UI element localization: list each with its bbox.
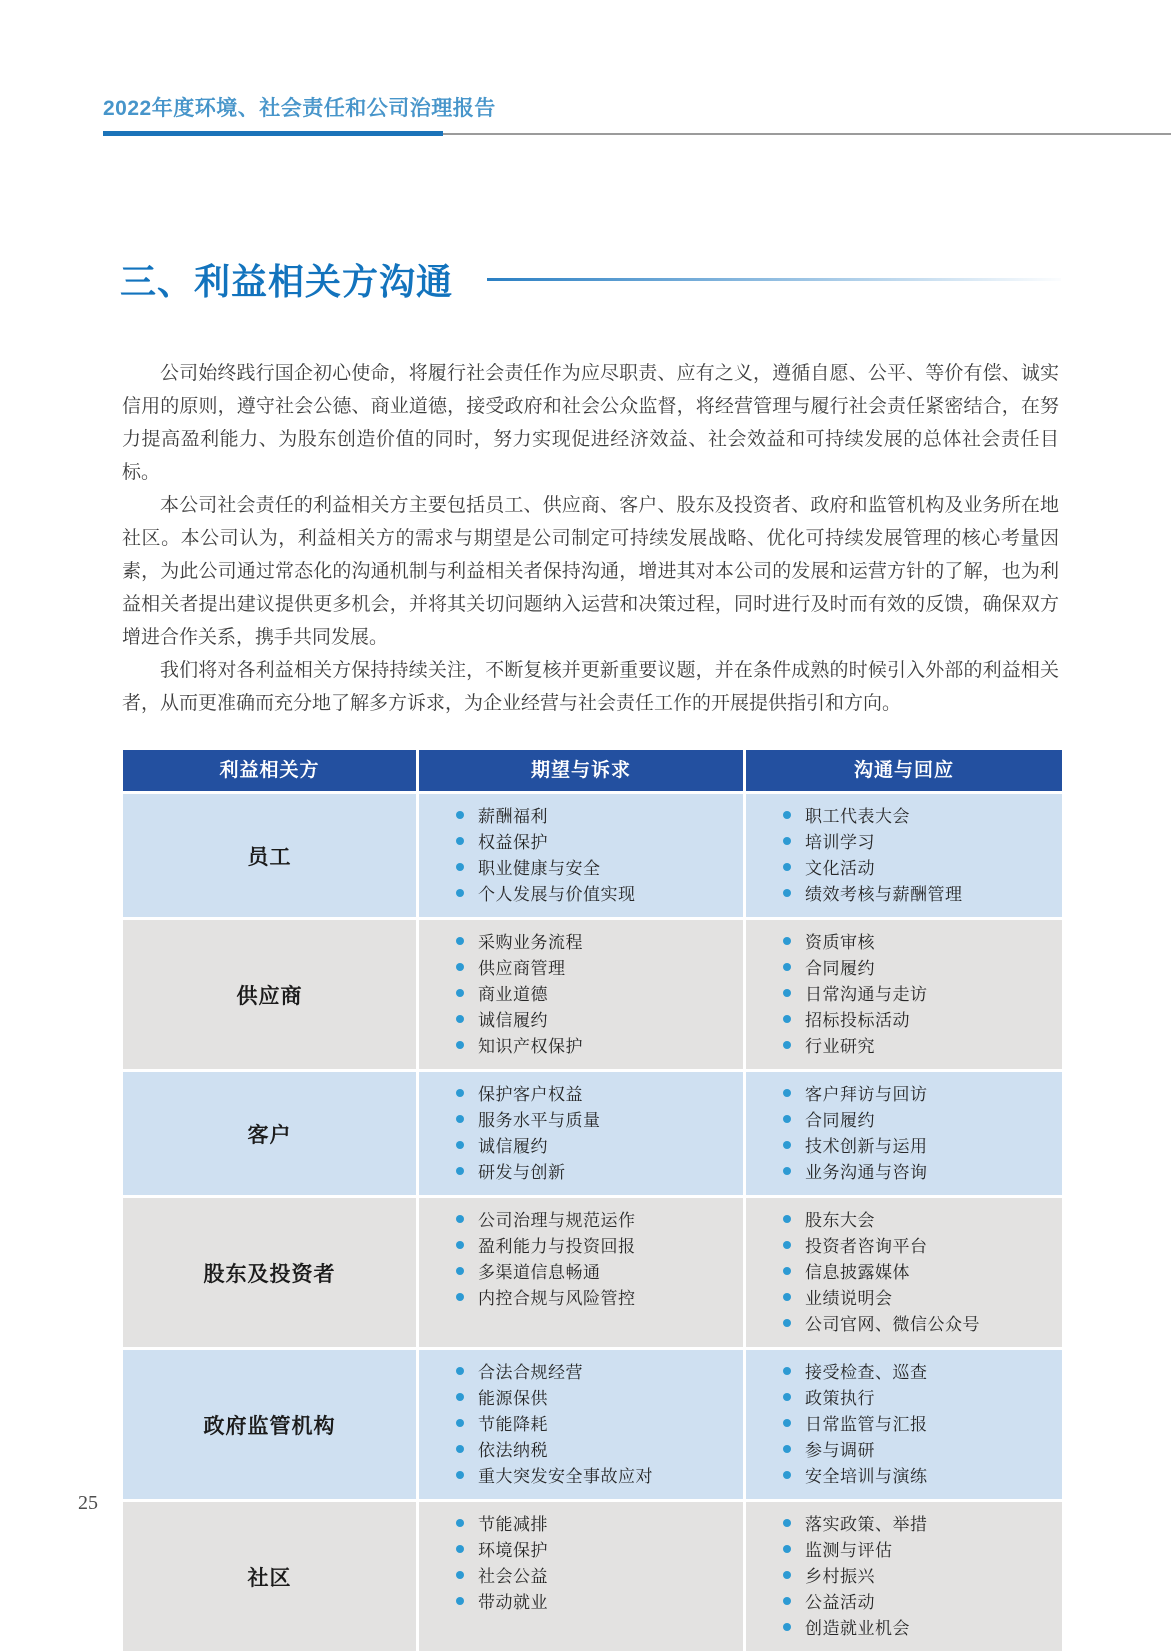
bullet-icon xyxy=(783,1545,791,1553)
list-item xyxy=(456,830,737,856)
section-heading xyxy=(120,254,1061,305)
list-item xyxy=(783,956,1056,982)
list-item xyxy=(783,1438,1056,1464)
bullet-icon xyxy=(456,1015,464,1023)
list-item-label: 技术创新与运用 xyxy=(805,1137,928,1156)
list-item xyxy=(783,1464,1056,1490)
table-row xyxy=(123,1502,1062,1651)
list-item xyxy=(456,882,737,908)
responses-list xyxy=(783,1208,1056,1338)
list-item xyxy=(456,1564,737,1590)
list-item xyxy=(783,804,1056,830)
list-item xyxy=(456,1412,737,1438)
list-item xyxy=(783,1082,1056,1108)
expectations-list xyxy=(456,1082,737,1186)
bullet-icon xyxy=(783,1141,791,1149)
list-item-label: 行业研究 xyxy=(805,1037,875,1056)
table-row xyxy=(123,1350,1062,1499)
list-item-label: 落实政策、举措 xyxy=(805,1515,928,1534)
paragraph: 公司始终践行国企初心使命，将履行社会责任作为应尽职责、应有之义，遵循自愿、公平、等价有偿、诚实信用的原则，遵守社会公德、商业道德，接受政府和社会公众监督，将经营管理与履行社会责任紧密结合，在努力提高盈利能力、为股东创造价值的同时，努力实现促进经济效益、社会效益和可持续发展的总体社会责任目标。 xyxy=(122,363,1059,483)
bullet-icon xyxy=(783,1519,791,1527)
table-header-row xyxy=(123,750,1062,791)
bullet-icon xyxy=(456,1419,464,1427)
list-item xyxy=(783,1564,1056,1590)
list-item-label: 文化活动 xyxy=(805,859,875,878)
list-item-label: 参与调研 xyxy=(805,1441,875,1460)
list-item xyxy=(783,1512,1056,1538)
responses-cell xyxy=(746,1072,1062,1195)
bullet-icon xyxy=(456,1115,464,1123)
list-item xyxy=(783,882,1056,908)
list-item xyxy=(783,1286,1056,1312)
list-item-label: 日常监管与汇报 xyxy=(805,1415,928,1434)
list-item-label: 环境保护 xyxy=(478,1541,548,1560)
list-item xyxy=(783,1108,1056,1134)
responses-list xyxy=(783,1360,1056,1490)
bullet-icon xyxy=(783,863,791,871)
list-item-label: 合同履约 xyxy=(805,959,875,978)
list-item xyxy=(783,1590,1056,1616)
list-item xyxy=(783,930,1056,956)
bullet-icon xyxy=(456,1471,464,1479)
expectations-cell xyxy=(419,1502,743,1651)
list-item xyxy=(783,1412,1056,1438)
bullet-icon xyxy=(456,1545,464,1553)
list-item xyxy=(783,1134,1056,1160)
expectations-list xyxy=(456,930,737,1060)
list-item xyxy=(783,1386,1056,1412)
stakeholder-cell: 股东及投资者 xyxy=(123,1198,416,1347)
responses-list xyxy=(783,1512,1056,1642)
list-item-label: 能源保供 xyxy=(478,1389,548,1408)
list-item-label: 服务水平与质量 xyxy=(478,1111,601,1130)
bullet-icon xyxy=(456,1445,464,1453)
bullet-icon xyxy=(783,937,791,945)
report-title: 2022年度环境、社会责任和公司治理报告 xyxy=(103,97,496,120)
section-title: 三、利益相关方沟通 xyxy=(120,261,454,302)
responses-list xyxy=(783,930,1056,1060)
bullet-icon xyxy=(783,1115,791,1123)
list-item-label: 依法纳税 xyxy=(478,1441,548,1460)
bullet-icon xyxy=(783,1623,791,1631)
list-item xyxy=(783,830,1056,856)
list-item-label: 客户拜访与回访 xyxy=(805,1085,928,1104)
bullet-icon xyxy=(456,1167,464,1175)
bullet-icon xyxy=(456,811,464,819)
bullet-icon xyxy=(456,1293,464,1301)
list-item xyxy=(783,1234,1056,1260)
list-item-label: 业绩说明会 xyxy=(805,1289,893,1308)
list-item-label: 采购业务流程 xyxy=(478,933,583,952)
bullet-icon xyxy=(456,863,464,871)
list-item-label: 诚信履约 xyxy=(478,1011,548,1030)
bullet-icon xyxy=(783,1215,791,1223)
list-item-label: 盈利能力与投资回报 xyxy=(478,1237,636,1256)
list-item-label: 创造就业机会 xyxy=(805,1619,910,1638)
list-item xyxy=(456,804,737,830)
rule-blue-segment xyxy=(103,131,443,136)
list-item xyxy=(456,1008,737,1034)
list-item xyxy=(783,1008,1056,1034)
list-item xyxy=(456,1286,737,1312)
bullet-icon xyxy=(783,1597,791,1605)
page-number: 25 xyxy=(78,1492,98,1514)
list-item-label: 资质审核 xyxy=(805,933,875,952)
responses-cell xyxy=(746,1350,1062,1499)
list-item xyxy=(456,930,737,956)
list-item-label: 业务沟通与咨询 xyxy=(805,1163,928,1182)
list-item xyxy=(456,1538,737,1564)
table-row xyxy=(123,794,1062,917)
bullet-icon xyxy=(456,963,464,971)
list-item xyxy=(456,1208,737,1234)
list-item-label: 股东大会 xyxy=(805,1211,875,1230)
list-item xyxy=(456,1386,737,1412)
bullet-icon xyxy=(456,1367,464,1375)
bullet-icon xyxy=(783,1267,791,1275)
running-head-rule xyxy=(103,131,1171,136)
list-item-label: 权益保护 xyxy=(478,833,548,852)
bullet-icon xyxy=(783,1419,791,1427)
header-responses: 沟通与回应 xyxy=(746,750,1062,791)
bullet-icon xyxy=(456,1141,464,1149)
bullet-icon xyxy=(783,889,791,897)
list-item-label: 乡村振兴 xyxy=(805,1567,875,1586)
list-item-label: 安全培训与演练 xyxy=(805,1467,928,1486)
list-item-label: 公司官网、微信公众号 xyxy=(805,1315,980,1334)
bullet-icon xyxy=(783,1015,791,1023)
header-expectations: 期望与诉求 xyxy=(419,750,743,791)
list-item xyxy=(783,1538,1056,1564)
paragraph: 本公司社会责任的利益相关方主要包括员工、供应商、客户、股东及投资者、政府和监管机构及业务所在地社区。本公司认为，利益相关方的需求与期望是公司制定可持续发展战略、优化可持续发展管理的核心考量因素，为此公司通过常态化的沟通机制与利益相关者保持沟通，增进其对本公司的发展和运营方针的了解，也为利益相关者提出建议提供更多机会，并将其关切问题纳入运营和决策过程，同时进行及时而有效的反馈，确保双方增进合作关系，携手共同发展。 xyxy=(122,495,1059,648)
running-head xyxy=(0,0,1171,136)
stakeholder-cell: 社区 xyxy=(123,1502,416,1651)
bullet-icon xyxy=(456,989,464,997)
list-item-label: 日常沟通与走访 xyxy=(805,985,928,1004)
section-title-rule xyxy=(487,278,1061,281)
expectations-cell xyxy=(419,794,743,917)
body-text xyxy=(122,357,1059,720)
bullet-icon xyxy=(783,1471,791,1479)
bullet-icon xyxy=(456,1215,464,1223)
list-item xyxy=(783,1034,1056,1060)
list-item-label: 社会公益 xyxy=(478,1567,548,1586)
list-item-label: 重大突发安全事故应对 xyxy=(478,1467,653,1486)
list-item xyxy=(783,1160,1056,1186)
list-item xyxy=(456,956,737,982)
list-item xyxy=(456,1108,737,1134)
bullet-icon xyxy=(456,1519,464,1527)
bullet-icon xyxy=(783,1393,791,1401)
list-item xyxy=(783,1360,1056,1386)
bullet-icon xyxy=(783,963,791,971)
list-item-label: 公司治理与规范运作 xyxy=(478,1211,636,1230)
bullet-icon xyxy=(783,1367,791,1375)
list-item xyxy=(783,1312,1056,1338)
list-item-label: 公益活动 xyxy=(805,1593,875,1612)
bullet-icon xyxy=(456,937,464,945)
list-item xyxy=(456,1160,737,1186)
list-item xyxy=(783,1260,1056,1286)
list-item xyxy=(783,856,1056,882)
list-item-label: 多渠道信息畅通 xyxy=(478,1263,601,1282)
bullet-icon xyxy=(456,1267,464,1275)
table-row xyxy=(123,1072,1062,1195)
bullet-icon xyxy=(783,1445,791,1453)
bullet-icon xyxy=(456,1571,464,1579)
expectations-cell xyxy=(419,920,743,1069)
list-item-label: 知识产权保护 xyxy=(478,1037,583,1056)
list-item xyxy=(783,1616,1056,1642)
table-row xyxy=(123,920,1062,1069)
paragraph: 我们将对各利益相关方保持持续关注，不断复核并更新重要议题，并在条件成熟的时候引入外部的利益相关者，从而更准确而充分地了解多方诉求，为企业经营与社会责任工作的开展提供指引和方向。 xyxy=(122,660,1059,714)
list-item-label: 政策执行 xyxy=(805,1389,875,1408)
table-row xyxy=(123,1198,1062,1347)
list-item-label: 投资者咨询平台 xyxy=(805,1237,928,1256)
list-item xyxy=(456,982,737,1008)
stakeholder-cell: 供应商 xyxy=(123,920,416,1069)
bullet-icon xyxy=(783,1241,791,1249)
bullet-icon xyxy=(783,1319,791,1327)
bullet-icon xyxy=(783,1571,791,1579)
list-item xyxy=(456,1260,737,1286)
table-body xyxy=(123,794,1062,1651)
bullet-icon xyxy=(783,811,791,819)
responses-list xyxy=(783,1082,1056,1186)
list-item-label: 个人发展与价值实现 xyxy=(478,885,636,904)
expectations-cell xyxy=(419,1198,743,1347)
list-item xyxy=(456,1134,737,1160)
responses-cell xyxy=(746,794,1062,917)
bullet-icon xyxy=(456,889,464,897)
list-item-label: 内控合规与风险管控 xyxy=(478,1289,636,1308)
list-item-label: 招标投标活动 xyxy=(805,1011,910,1030)
list-item-label: 带动就业 xyxy=(478,1593,548,1612)
header-stakeholder: 利益相关方 xyxy=(123,750,416,791)
list-item xyxy=(456,1234,737,1260)
bullet-icon xyxy=(456,1597,464,1605)
bullet-icon xyxy=(783,1041,791,1049)
bullet-icon xyxy=(783,989,791,997)
list-item-label: 合同履约 xyxy=(805,1111,875,1130)
bullet-icon xyxy=(456,837,464,845)
list-item-label: 节能减排 xyxy=(478,1515,548,1534)
list-item-label: 职工代表大会 xyxy=(805,807,910,826)
list-item xyxy=(456,1512,737,1538)
expectations-list xyxy=(456,1360,737,1490)
list-item-label: 保护客户权益 xyxy=(478,1085,583,1104)
stakeholder-cell: 客户 xyxy=(123,1072,416,1195)
expectations-list xyxy=(456,804,737,908)
stakeholder-cell: 员工 xyxy=(123,794,416,917)
list-item-label: 节能降耗 xyxy=(478,1415,548,1434)
bullet-icon xyxy=(783,837,791,845)
bullet-icon xyxy=(456,1041,464,1049)
expectations-cell xyxy=(419,1350,743,1499)
list-item-label: 薪酬福利 xyxy=(478,807,548,826)
list-item xyxy=(456,1360,737,1386)
list-item-label: 商业道德 xyxy=(478,985,548,1004)
list-item xyxy=(456,856,737,882)
list-item xyxy=(456,1034,737,1060)
expectations-cell xyxy=(419,1072,743,1195)
list-item xyxy=(783,1208,1056,1234)
bullet-icon xyxy=(456,1393,464,1401)
list-item xyxy=(456,1082,737,1108)
list-item-label: 监测与评估 xyxy=(805,1541,893,1560)
list-item xyxy=(456,1438,737,1464)
expectations-list xyxy=(456,1208,737,1312)
expectations-list xyxy=(456,1512,737,1616)
list-item-label: 接受检查、巡查 xyxy=(805,1363,928,1382)
bullet-icon xyxy=(456,1089,464,1097)
list-item-label: 绩效考核与薪酬管理 xyxy=(805,885,963,904)
rule-gray-segment xyxy=(443,133,1171,135)
list-item-label: 诚信履约 xyxy=(478,1137,548,1156)
responses-cell xyxy=(746,920,1062,1069)
bullet-icon xyxy=(456,1241,464,1249)
list-item-label: 研发与创新 xyxy=(478,1163,566,1182)
list-item-label: 合法合规经营 xyxy=(478,1363,583,1382)
list-item-label: 供应商管理 xyxy=(478,959,566,978)
list-item xyxy=(456,1590,737,1616)
list-item xyxy=(783,982,1056,1008)
bullet-icon xyxy=(783,1167,791,1175)
stakeholder-table xyxy=(123,750,1062,1651)
responses-cell xyxy=(746,1198,1062,1347)
responses-list xyxy=(783,804,1056,908)
list-item-label: 信息披露媒体 xyxy=(805,1263,910,1282)
list-item-label: 培训学习 xyxy=(805,833,875,852)
list-item-label: 职业健康与安全 xyxy=(478,859,601,878)
list-item xyxy=(456,1464,737,1490)
bullet-icon xyxy=(783,1089,791,1097)
stakeholder-cell: 政府监管机构 xyxy=(123,1350,416,1499)
responses-cell xyxy=(746,1502,1062,1651)
bullet-icon xyxy=(783,1293,791,1301)
